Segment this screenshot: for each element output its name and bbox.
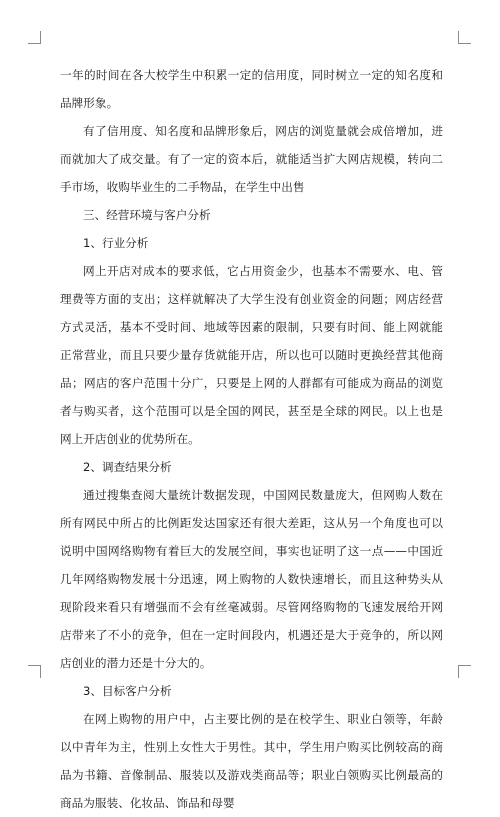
crop-mark-bottom-right [458, 665, 471, 678]
paragraph: 有了信用度、知名度和品牌形象后，网店的浏览量就会成倍增加，进而就加大了成交量。有了一定的资本后，就能适当扩大网店规模，转向二手市场，收购毕业生的二手物品，在学生中出售 [60, 124, 443, 194]
paragraph: 网上开店对成本的要求低，它占用资金少，也基本不需要水、电、管理费等方面的支出；这样就解决了大学生没有创业资金的问题；网店经营方式灵活，基本不受时间、地域等因素的限制，只要有时间、能上网就能正常营业，而且只要少量存货就能开店，所以也可以随时更换经营其他商品；网店的客户范围十分广，只要是上网的人群都有可能成为商品的浏览者与购买者，这个范围可以是全国的网民，甚至是全球的网民。以上也是网上开店创业的优势所在。 [60, 264, 443, 446]
crop-mark-bottom-left [28, 665, 41, 678]
document-body [60, 61, 443, 817]
subsection-heading: 2、调查结果分析 [83, 460, 172, 474]
paragraph: 通过搜集查阅大量统计数据发现，中国网民数量庞大，但网购人数在所有网民中所占的比例距发达国家还有很大差距，这从另一个角度也可以说明中国网络购物有着巨大的发展空间，事实也证明了这一点——中国近几年网络购物发展十分迅速，网上购物的人数快速增长，而且这种势头从现阶段来看只有增强而不会有丝毫减弱。尽管网络购物的飞速发展给开网店带来了不小的竞争，但在一定时间段内，机遇还是大于竞争的，所以网店创业的潜力还是十分大的。 [60, 488, 443, 670]
subsection-heading: 1、行业分析 [83, 236, 149, 250]
paragraph: 一年的时间在各大校学生中积累一定的信用度，同时树立一定的知名度和品牌形象。 [60, 68, 443, 110]
crop-mark-top-right [458, 31, 471, 44]
section-heading: 三、经营环境与客户分析 [83, 208, 211, 222]
crop-mark-top-left [28, 31, 41, 44]
subsection-heading: 3、目标客户分析 [83, 684, 172, 698]
paragraph: 在网上购物的用户中，占主要比例的是在校学生、职业白领等，年龄以中青年为主，性别上女性大于男性。其中，学生用户购买比例较高的商品为书籍、音像制品、服装以及游戏类商品等；职业白领购买比例最高的商品为服装、化妆品、饰品和母婴 [60, 712, 443, 810]
